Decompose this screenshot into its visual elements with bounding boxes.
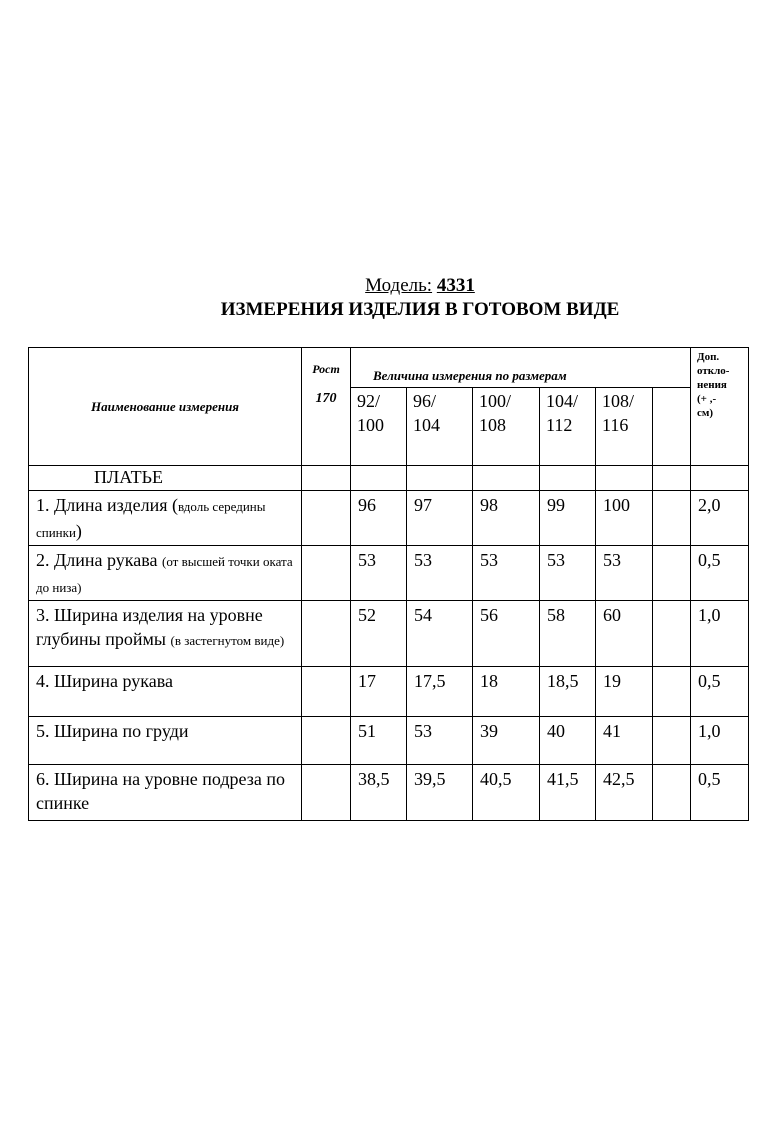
size-cell: 92/ 100 bbox=[351, 388, 407, 466]
table-row bbox=[29, 546, 749, 601]
col-height-header bbox=[302, 348, 351, 466]
measurement-note: вдоль середины спинки bbox=[36, 499, 266, 540]
empty-cell bbox=[653, 765, 691, 821]
table-row bbox=[29, 667, 749, 717]
measurement-label: 4. Ширина рукава bbox=[36, 671, 174, 691]
section-label: ПЛАТЬЕ bbox=[29, 466, 302, 491]
height-cell bbox=[302, 491, 351, 546]
value-cell: 38,5 bbox=[351, 765, 407, 821]
col-tolerance-header bbox=[691, 348, 749, 466]
model-line bbox=[0, 274, 764, 298]
col-name-header: Наименование измерения bbox=[29, 348, 302, 466]
size-cell: 108/ 116 bbox=[596, 388, 653, 466]
measurement-label: 3. Ширина изделия на уровне глубины проймы bbox=[36, 605, 263, 649]
height-cell bbox=[302, 601, 351, 667]
document-title: ИЗМЕРЕНИЯ ИЗДЕЛИЯ В ГОТОВОМ ВИДЕ bbox=[220, 299, 620, 320]
value-cell: 54 bbox=[407, 601, 473, 667]
value-cell: 19 bbox=[596, 667, 653, 717]
value-cell: 60 bbox=[596, 601, 653, 667]
table-row bbox=[29, 491, 749, 546]
header-row-1 bbox=[29, 348, 749, 388]
height-label: Рост bbox=[312, 362, 340, 376]
table-row bbox=[29, 717, 749, 765]
col-range-header: Величина измерения по размерам bbox=[351, 348, 691, 388]
size-cell: 100/ 108 bbox=[473, 388, 540, 466]
value-cell: 96 bbox=[351, 491, 407, 546]
table-row bbox=[29, 765, 749, 821]
height-cell bbox=[302, 765, 351, 821]
value-cell: 18,5 bbox=[540, 667, 596, 717]
measurement-name bbox=[29, 717, 302, 765]
value-cell: 39,5 bbox=[407, 765, 473, 821]
tolerance-line: Доп. bbox=[697, 351, 720, 363]
measurement-note: (в застегнутом виде) bbox=[170, 633, 285, 648]
height-cell bbox=[302, 717, 351, 765]
value-cell: 56 bbox=[473, 601, 540, 667]
measurement-label: 2. Длина рукава bbox=[36, 550, 162, 570]
measurement-name bbox=[29, 546, 302, 601]
value-cell: 53 bbox=[596, 546, 653, 601]
tolerance-cell: 0,5 bbox=[691, 667, 749, 717]
value-cell: 53 bbox=[351, 546, 407, 601]
measurement-note: (от высшей точки оката до низа) bbox=[36, 554, 293, 595]
value-cell: 98 bbox=[473, 491, 540, 546]
value-cell: 17,5 bbox=[407, 667, 473, 717]
value-cell: 100 bbox=[596, 491, 653, 546]
empty-cell bbox=[653, 546, 691, 601]
tolerance-line: нения bbox=[697, 379, 727, 391]
value-cell: 97 bbox=[407, 491, 473, 546]
tolerance-cell: 0,5 bbox=[691, 546, 749, 601]
value-cell: 39 bbox=[473, 717, 540, 765]
empty-cell bbox=[653, 491, 691, 546]
size-cell: 104/ 112 bbox=[540, 388, 596, 466]
empty-cell bbox=[653, 717, 691, 765]
value-cell: 40 bbox=[540, 717, 596, 765]
tolerance-line: (+ ,- bbox=[697, 393, 717, 405]
measurement-name bbox=[29, 765, 302, 821]
empty-cell bbox=[653, 667, 691, 717]
tolerance-cell: 2,0 bbox=[691, 491, 749, 546]
value-cell: 53 bbox=[473, 546, 540, 601]
value-cell: 51 bbox=[351, 717, 407, 765]
value-cell: 40,5 bbox=[473, 765, 540, 821]
tolerance-line: см) bbox=[697, 407, 714, 419]
tolerance-cell: 1,0 bbox=[691, 601, 749, 667]
value-cell: 53 bbox=[407, 717, 473, 765]
value-cell: 53 bbox=[407, 546, 473, 601]
measurement-name bbox=[29, 491, 302, 546]
value-cell: 18 bbox=[473, 667, 540, 717]
measurement-label: 6. Ширина на уровне подреза по спинке bbox=[36, 769, 286, 813]
empty-cell bbox=[653, 601, 691, 667]
value-cell: 41,5 bbox=[540, 765, 596, 821]
section-row bbox=[29, 466, 749, 491]
model-number: 4331 bbox=[436, 275, 475, 296]
value-cell: 52 bbox=[351, 601, 407, 667]
measurement-name bbox=[29, 601, 302, 667]
value-cell: 53 bbox=[540, 546, 596, 601]
value-cell: 42,5 bbox=[596, 765, 653, 821]
size-cell-empty bbox=[653, 388, 691, 466]
measurement-label: 1. Длина изделия ( bbox=[36, 495, 178, 515]
document-header bbox=[0, 274, 764, 322]
table-row bbox=[29, 601, 749, 667]
value-cell: 58 bbox=[540, 601, 596, 667]
measurement-tail: ) bbox=[75, 521, 82, 541]
height-cell bbox=[302, 667, 351, 717]
height-cell bbox=[302, 546, 351, 601]
size-cell: 96/ 104 bbox=[407, 388, 473, 466]
measurement-name bbox=[29, 667, 302, 717]
tolerance-cell: 1,0 bbox=[691, 717, 749, 765]
measurements-table bbox=[28, 347, 749, 821]
tolerance-line: откло- bbox=[697, 365, 730, 377]
value-cell: 41 bbox=[596, 717, 653, 765]
model-label: Модель: bbox=[365, 275, 433, 296]
value-cell: 99 bbox=[540, 491, 596, 546]
value-cell: 17 bbox=[351, 667, 407, 717]
height-value: 170 bbox=[315, 391, 337, 406]
tolerance-cell: 0,5 bbox=[691, 765, 749, 821]
measurement-label: 5. Ширина по груди bbox=[36, 721, 189, 741]
